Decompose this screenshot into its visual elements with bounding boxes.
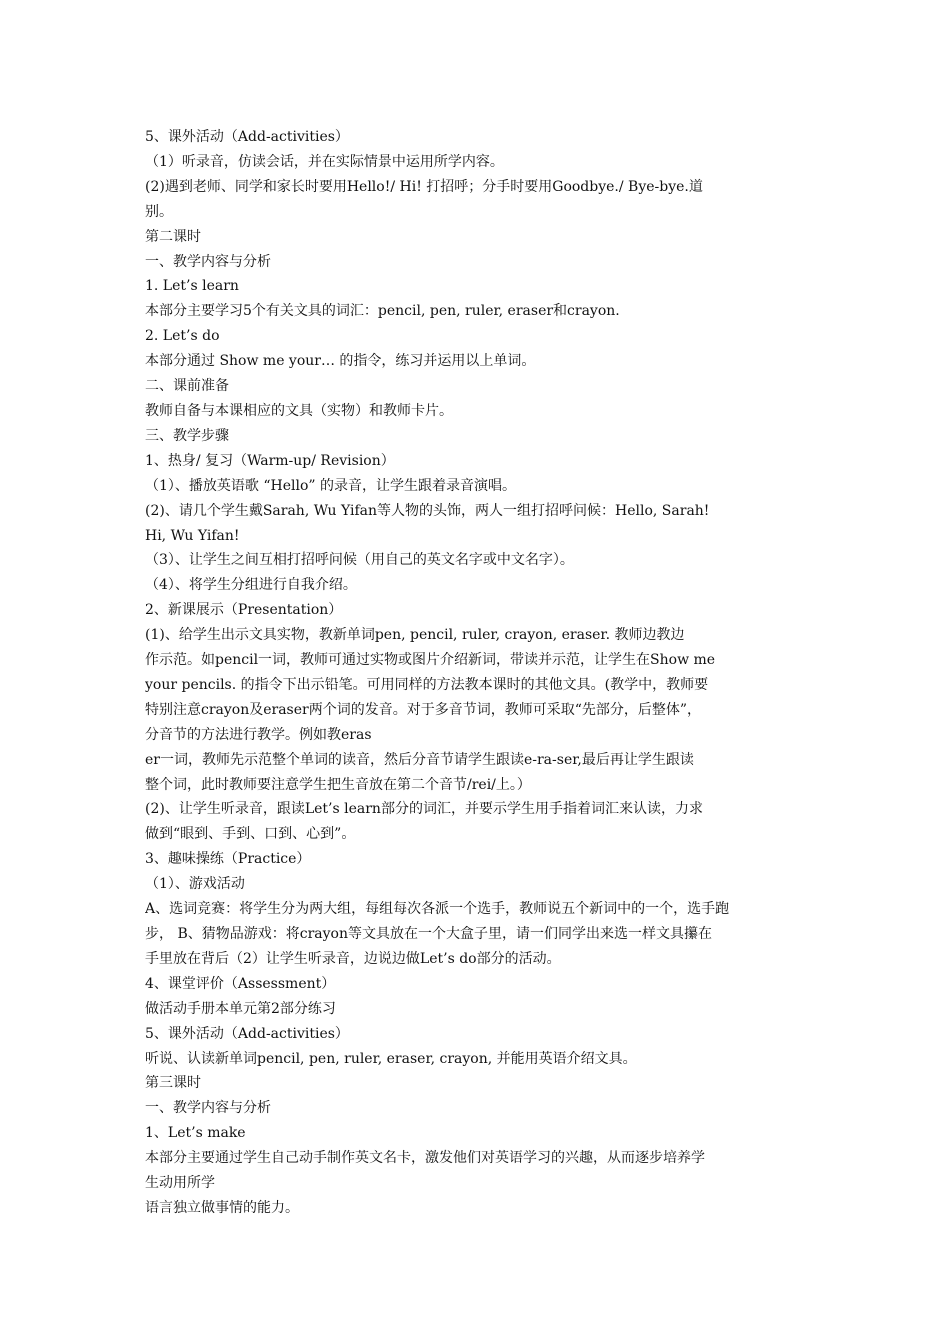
text-line: your pencils. 的指令下出示铅笔。可用同样的方法教本课时的其他文具。(教学中，教师要 (145, 676, 709, 693)
section-heading: 一、教学内容与分析 (145, 1100, 271, 1117)
text-line: 分音节的方法进行教学。例如教eras (145, 726, 372, 743)
section-heading: 三、教学步骤 (145, 427, 229, 444)
section-heading: 二、课前准备 (145, 378, 229, 395)
text-line: 语言独立做事情的能力。 (145, 1199, 299, 1216)
text-line: 3、趣味操练（Practice） (145, 851, 311, 868)
text-line: 听说、认读新单词pencil, pen, ruler, eraser, crayon, 并能用英语介绍文具。 (145, 1050, 637, 1067)
text-line: 5、课外活动（Add-activities） (145, 1025, 349, 1042)
text-line: 作示范。如pencil一词，教师可通过实物或图片介绍新词，带读并示范，让学生在Show me (145, 652, 716, 669)
text-line: (2)遇到老师、同学和家长时要用Hello!/ Hi! 打招呼；分手时要用Goodbye./ Bye-bye.道 (145, 178, 703, 195)
text-line: （3）、让学生之间互相打招呼问候（用自己的英文名字或中文名字）。 (145, 552, 574, 569)
text-line: 本部分主要学习5个有关文具的词汇：pencil, pen, ruler, eraser和crayon. (145, 303, 620, 320)
text-line: er一词，教师先示范整个单词的读音，然后分音节请学生跟读e-ra-ser,最后再让学生跟读 (145, 751, 694, 768)
text-line: (2)、让学生听录音，跟读Let’s learn部分的词汇，并要示学生用手指着词汇来认读，力求 (145, 801, 703, 818)
section-heading: 第三课时 (145, 1075, 201, 1092)
text-line: 2. Let’s do (145, 328, 220, 345)
text-line: A、选词竞赛：将学生分为两大组，每组每次各派一个选手，教师说五个新词中的一个，选手跑 (145, 901, 730, 918)
text-line: 1、热身/ 复习（Warm-up/ Revision） (145, 452, 395, 469)
text-line: 生动用所学 (145, 1175, 215, 1192)
text-line: 教师自备与本课相应的文具（实物）和教师卡片。 (145, 402, 453, 419)
text-line: （1）、游戏活动 (145, 876, 245, 893)
text-line: (2)、请几个学生戴Sarah, Wu Yifan等人物的头饰，两人一组打招呼问候：Hello, Sarah! (145, 502, 710, 519)
text-line: 步， B、猜物品游戏：将crayon等文具放在一个大盒子里，请一们同学出来选一样文具攥在 (145, 926, 712, 942)
text-line: 1. Let’s learn (145, 278, 239, 295)
text-line: 手里放在背后（2）让学生听录音，边说边做Let’s do部分的活动。 (145, 950, 561, 967)
text-line: 做活动手册本单元第2部分练习 (145, 1000, 336, 1017)
text-line: 做到“眼到、手到、口到、心到”。 (145, 826, 356, 843)
text-line: 本部分主要通过学生自己动手制作英文名卡，激发他们对英语学习的兴趣，从而逐步培养学 (145, 1150, 705, 1167)
text-line: （1）、播放英语歌 “Hello” 的录音，让学生跟着录音演唱。 (145, 477, 516, 494)
text-line: (1)、给学生出示文具实物，教新单词pen, pencil, ruler, crayon, eraser. 教师边教边 (145, 627, 685, 644)
text-line: 4、课堂评价（Assessment） (145, 975, 336, 992)
section-heading: 第二课时 (145, 228, 201, 245)
text-line: 别。 (145, 203, 173, 220)
text-line: 5、课外活动（Add-activities） (145, 129, 349, 145)
section-heading: 一、教学内容与分析 (145, 253, 271, 270)
text-line: （1）听录音，仿读会话，并在实际情景中运用所学内容。 (145, 153, 504, 170)
text-line: 1、Let’s make (145, 1125, 246, 1142)
text-line: Hi, Wu Yifan! (145, 527, 240, 544)
text-line: 2、新课展示（Presentation） (145, 602, 343, 619)
document-body (145, 125, 815, 1221)
text-line: 本部分通过 Show me your… 的指令，练习并运用以上单词。 (145, 353, 536, 370)
text-line: 特别注意crayon及eraser两个词的发音。对于多音节词，教师可采取“先部分，后整体”， (145, 701, 702, 718)
text-line: 整个词，此时教师要注意学生把生音放在第二个音节/rei/上。） (145, 776, 531, 793)
text-line: （4）、将学生分组进行自我介绍。 (145, 577, 357, 594)
